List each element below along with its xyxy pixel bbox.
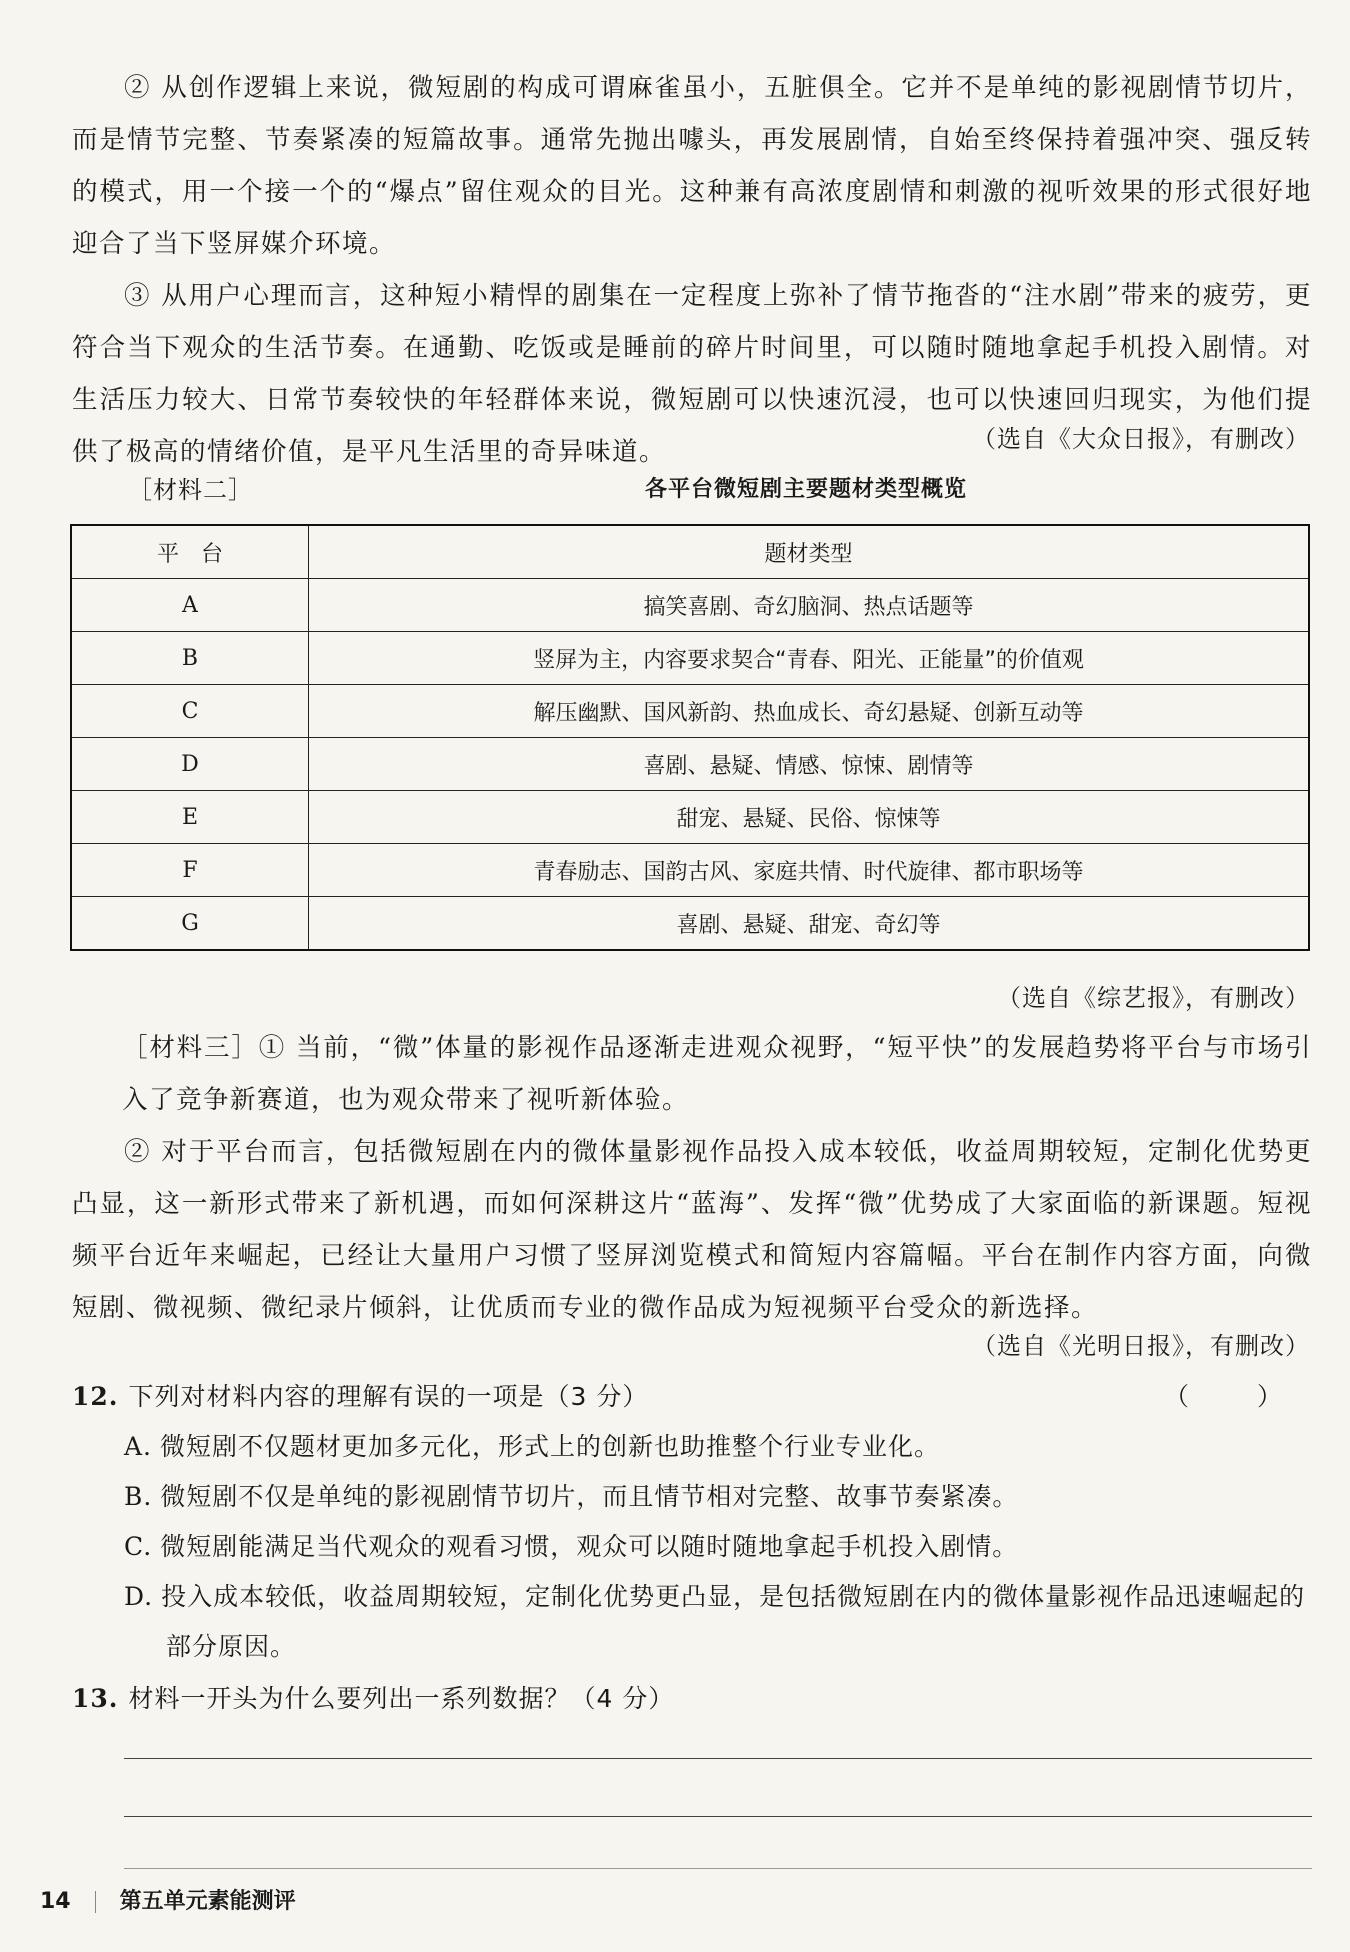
material3-paragraph-1-text: ［材料三］① 当前，“微”体量的影视作品逐渐走进观众视野，“短平快”的发展趋势将平台与市场引入了竞争新赛道，也为观众带来了视听新体验。 [122, 1033, 1312, 1115]
option-a-key: A. [124, 1432, 153, 1461]
answer-bracket[interactable]: （ ） [1164, 1382, 1312, 1411]
section-title: 第五单元素能测评 [119, 1889, 296, 1914]
option-d[interactable] [124, 1572, 1314, 1672]
footer-rule [124, 1868, 1312, 1869]
platform-cell: D [71, 738, 309, 791]
option-b-text: 微短剧不仅是单纯的影视剧情节切片，而且情节相对完整、故事节奏紧凑。 [160, 1482, 1019, 1511]
platform-cell: B [71, 632, 309, 685]
table-header-row [71, 525, 1309, 579]
topics-cell: 喜剧、悬疑、甜宠、奇幻等 [309, 897, 1310, 951]
topics-cell: 竖屏为主，内容要求契合“青春、阳光、正能量”的价值观 [309, 632, 1310, 685]
topics-cell: 喜剧、悬疑、情感、惊悚、剧情等 [309, 738, 1310, 791]
page-number: 14 [40, 1889, 71, 1914]
question-13 [72, 1674, 1312, 1724]
material1-paragraph-3-text: ③ 从用户心理而言，这种短小精悍的剧集在一定程度上弥补了情节拖沓的“注水剧”带来的疲劳，更符合当下观众的生活节奏。在通勤、吃饭或是睡前的碎片时间里，可以随时随地拿起手机投入剧情。对生活压力较大、日常节奏较快的年轻群体来说，微短剧可以快速沉浸，也可以快速回归现实，为他们提供了极高的情绪价值，是平凡生活里的奇异味道。 [72, 281, 1312, 467]
option-c-key: C. [124, 1532, 153, 1561]
option-c[interactable] [124, 1522, 1314, 1572]
question-12-text: 下列对材料内容的理解有误的一项是（3 分） [128, 1382, 649, 1411]
platform-cell: A [71, 579, 309, 632]
question-13-number: 13. [72, 1684, 119, 1713]
column-header-platform: 平 台 [71, 525, 309, 579]
platform-cell: F [71, 844, 309, 897]
table-row [71, 738, 1309, 791]
option-c-text: 微短剧能满足当代观众的观看习惯，观众可以随时随地拿起手机投入剧情。 [160, 1532, 1019, 1561]
table-row [71, 632, 1309, 685]
answer-line[interactable] [124, 1758, 1312, 1759]
material3-source: （选自《光明日报》，有删改） [972, 1332, 1310, 1360]
material3-paragraph-1 [122, 1022, 1312, 1126]
platform-cell: G [71, 897, 309, 951]
topics-cell: 甜宠、悬疑、民俗、惊悚等 [309, 791, 1310, 844]
option-a[interactable] [124, 1422, 1314, 1472]
option-d-text: 投入成本较低，收益周期较短，定制化优势更凸显，是包括微短剧在内的微体量影视作品迅速崛起的部分原因。 [161, 1582, 1306, 1661]
option-d-key: D. [124, 1582, 154, 1611]
table-row [71, 844, 1309, 897]
topics-cell: 解压幽默、国风新韵、热血成长、奇幻悬疑、创新互动等 [309, 685, 1310, 738]
material1-paragraph-2: ② 从创作逻辑上来说，微短剧的构成可谓麻雀虽小，五脏俱全。它并不是单纯的影视剧情节切片，而是情节完整、节奏紧凑的短篇故事。通常先抛出噱头，再发展剧情，自始至终保持着强冲突、强反转的模式，用一个接一个的“爆点”留住观众的目光。这种兼有高浓度剧情和刺激的视听效果的形式很好地迎合了当下竖屏媒介环境。 [72, 73, 1312, 259]
table-title: 各平台微短剧主要题材类型概览 [644, 477, 967, 502]
question-13-text: 材料一开头为什么要列出一系列数据？（4 分） [128, 1684, 675, 1713]
answer-line[interactable] [124, 1816, 1312, 1817]
topics-table [70, 524, 1310, 951]
option-b-key: B. [124, 1482, 153, 1511]
table-row [71, 685, 1309, 738]
material3-paragraph-2: ② 对于平台而言，包括微短剧在内的微体量影视作品投入成本较低，收益周期较短，定制化优势更凸显，这一新形式带来了新机遇，而如何深耕这片“蓝海”、发挥“微”优势成了大家面临的新课题。短视频平台近年来崛起，已经让大量用户习惯了竖屏浏览模式和简短内容篇幅。平台在制作内容方面，向微短剧、微视频、微纪录片倾斜，让优质而专业的微作品成为短视频平台受众的新选择。 [72, 1137, 1312, 1323]
material1-source: （选自《大众日报》，有删改） [972, 425, 1310, 453]
material2-source: （选自《综艺报》，有删改） [997, 984, 1310, 1012]
topics-cell: 青春励志、国韵古风、家庭共情、时代旋律、都市职场等 [309, 844, 1310, 897]
question-12 [72, 1372, 1312, 1422]
material2-label: ［材料二］ [128, 476, 253, 504]
footer-divider [95, 1891, 96, 1913]
column-header-topics: 题材类型 [309, 525, 1310, 579]
question-12-number: 12. [72, 1382, 119, 1411]
table-row [71, 897, 1309, 951]
page-footer [40, 1884, 296, 1915]
table-row [71, 579, 1309, 632]
option-b[interactable] [124, 1472, 1314, 1522]
platform-cell: C [71, 685, 309, 738]
platform-cell: E [71, 791, 309, 844]
topics-cell: 搞笑喜剧、奇幻脑洞、热点话题等 [309, 579, 1310, 632]
table-row [71, 791, 1309, 844]
option-a-text: 微短剧不仅题材更加多元化，形式上的创新也助推整个行业专业化。 [160, 1432, 941, 1461]
